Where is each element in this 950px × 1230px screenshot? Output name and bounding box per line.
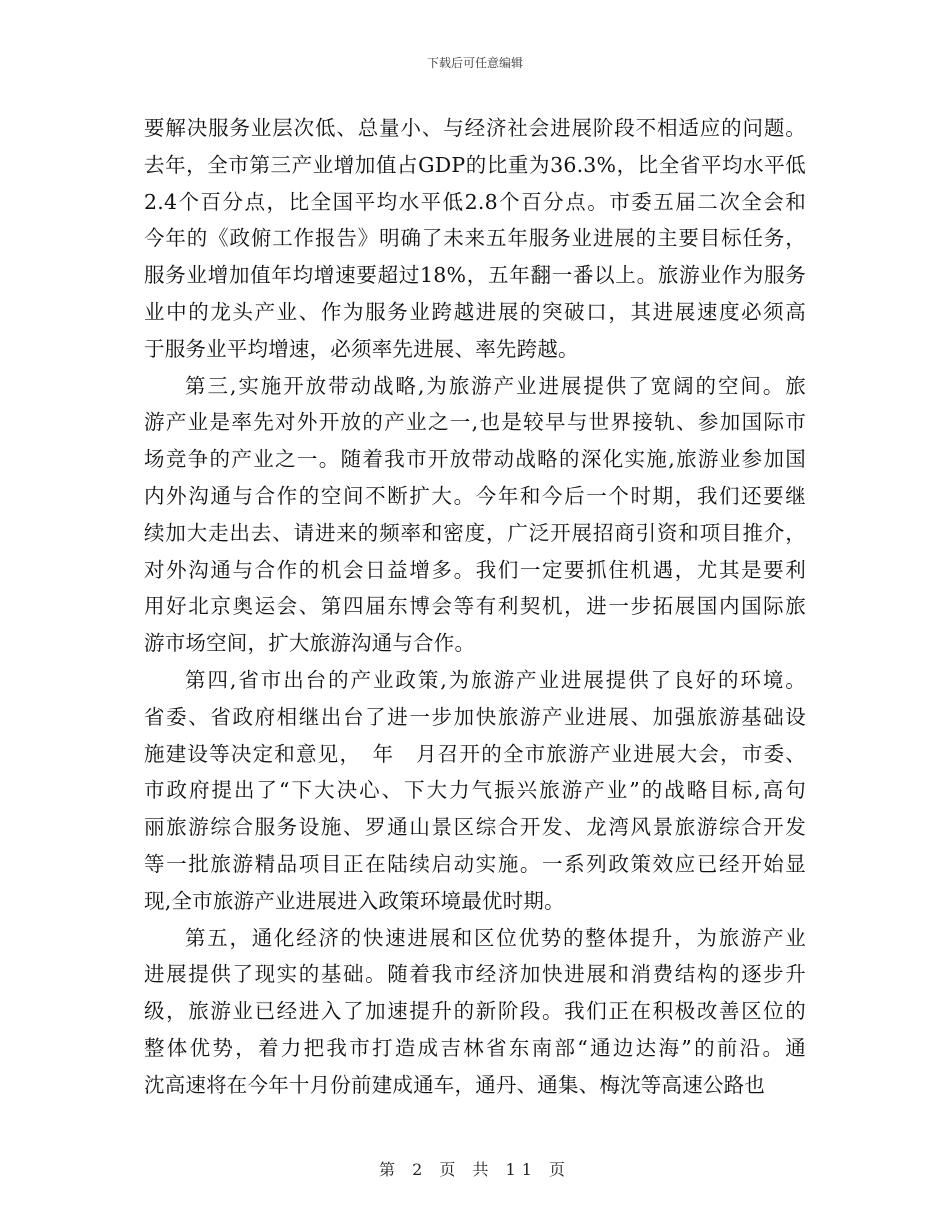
text-line: 内外沟通与合作的空间不断扩大。今年和今后一个时期，我们还要继 — [144, 483, 806, 508]
text-line: 服务业增加值年均增速要超过18%，五年翻一番以上。旅游业作为服务 — [144, 263, 806, 288]
text-line: 于服务业平均增速，必须率先进展、率先跨越。 — [144, 336, 579, 361]
text-line: 丽旅游综合服务设施、罗通山景区综合开发、龙湾风景旅游综合开发 — [144, 815, 806, 840]
text-line: 现,全市旅游产业进展进入政策环境最优时期。 — [144, 888, 565, 913]
text-line: 去年，全市第三产业增加值占GDP的比重为36.3%，比全省平均水平低 — [144, 152, 806, 177]
text-line: 第五，通化经济的快速进展和区位优势的整体提升，为旅游产业 — [185, 925, 806, 950]
page-footer: 第 2 页 共 11 页 — [379, 1160, 571, 1179]
text-line: 用好北京奥运会、第四届东博会等有利契机，进一步拓展国内国际旅 — [144, 594, 806, 619]
text-line: 游市场空间，扩大旅游沟通与合作。 — [144, 631, 476, 656]
text-line: 进展提供了现实的基础。随着我市经济加快进展和消费结构的逐步升 — [144, 962, 806, 987]
text-line: 施建设等决定和意见， 年 月召开的全市旅游产业进展大会，市委、 — [144, 741, 806, 766]
text-line: 要解决服务业层次低、总量小、与经济社会进展阶段不相适应的问题。 — [144, 116, 806, 140]
text-line: 今年的《政俯工作报告》明确了未来五年服务业进展的主要目标任务， — [144, 226, 806, 251]
text-line: 续加大走出去、请进来的频率和密度，广泛开展招商引资和项目推介， — [144, 520, 806, 545]
text-line: 第三,实施开放带动战略,为旅游产业进展提供了宽阔的空间。旅 — [185, 373, 806, 398]
text-line: 等一批旅游精品项目正在陆续启动实施。一系列政策效应已经开始显 — [144, 851, 806, 876]
paragraph — [144, 662, 806, 920]
text-line: 级，旅游业已经进入了加速提升的新阶段。我们正在积极改善区位的 — [144, 999, 806, 1024]
document-body — [144, 110, 806, 1104]
text-line: 2.4个百分点，比全国平均水平低2.8个百分点。市委五届二次全会和 — [144, 189, 806, 214]
text-line: 游产业是率先对外开放的产业之一,也是较早与世界接轨、参加国际市 — [144, 410, 806, 435]
paragraph — [144, 110, 806, 368]
paragraph — [144, 368, 806, 662]
text-line: 第四,省市出台的产业政策,为旅游产业进展提供了良好的环境。 — [185, 667, 806, 692]
text-line: 整体优势，着力把我市打造成吉林省东南部“通边达海”的前沿。通 — [144, 1035, 806, 1060]
text-line: 市政府提出了“下大决心、下大力气振兴旅游产业”的战略目标,高句 — [144, 778, 806, 803]
paragraph — [144, 920, 806, 1104]
text-line: 沈高速将在今年十月份前建成通车，通丹、通集、梅沈等高速公路也 — [144, 1072, 765, 1097]
text-line: 对外沟通与合作的机会日益增多。我们一定要抓住机遇，尤其是要利 — [144, 557, 806, 582]
text-line: 省委、省政府相继出台了进一步加快旅游产业进展、加强旅游基础设 — [144, 704, 806, 729]
text-line: 业中的龙头产业、作为服务业跨越进展的突破口，其进展速度必须高 — [144, 299, 806, 324]
text-line: 场竞争的产业之一。随着我市开放带动战略的深化实施,旅游业参加国 — [144, 447, 806, 472]
page-header: 下载后可任意编辑 — [426, 56, 523, 70]
